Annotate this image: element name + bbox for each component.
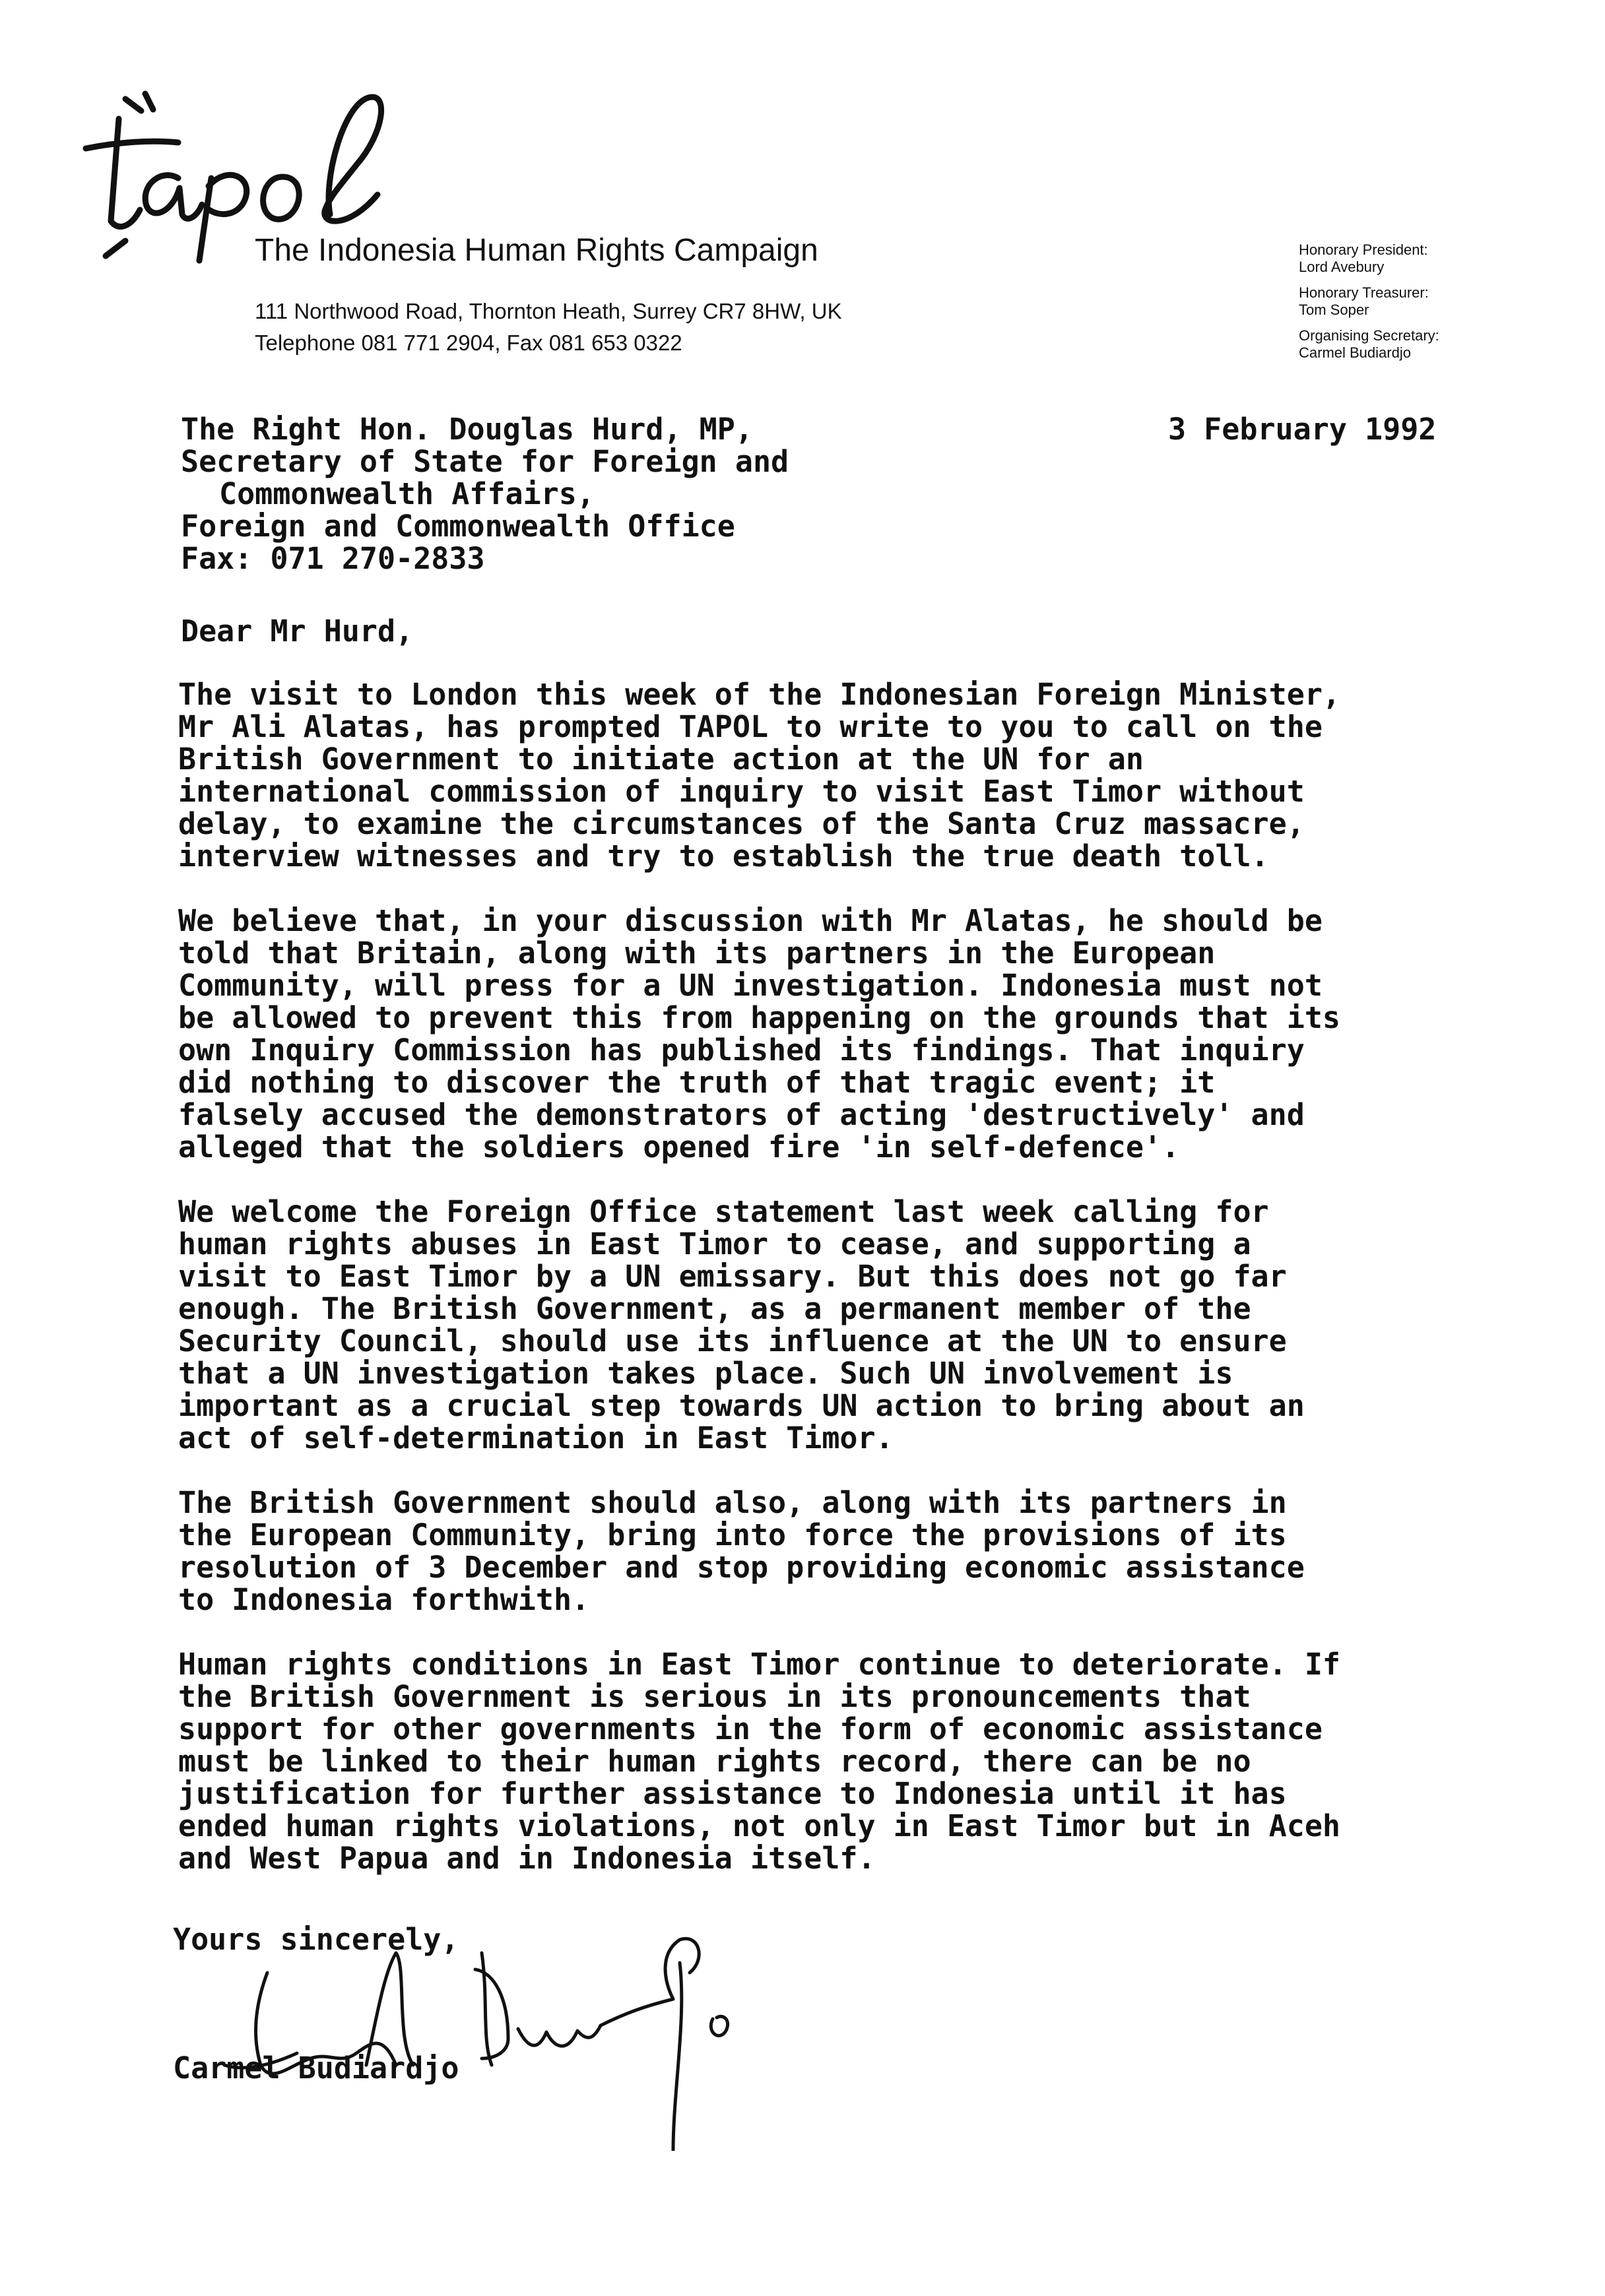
officer-president (1299, 241, 1439, 276)
body-line: Mr Ali Alatas, has prompted TAPOL to write to you to call on the (178, 709, 1323, 744)
recipient-line: Fax: 071 270-2833 (181, 541, 485, 576)
officer-title: Honorary Treasurer: (1299, 284, 1429, 301)
recipient-line: Foreign and Commonwealth Office (181, 509, 735, 544)
telephone-line: Telephone 081 771 2904, Fax 081 653 0322 (255, 331, 682, 355)
body-line: support for other governments in the form of economic assistance (178, 1711, 1323, 1746)
body-line: international commission of inquiry to visit East Timor without (178, 774, 1305, 809)
officer-name: Carmel Budiardjo (1299, 344, 1411, 361)
body-line: told that Britain, along with its partners in the European (178, 936, 1216, 971)
body-line: Human rights conditions in East Timor continue to deteriorate. If (178, 1647, 1340, 1682)
body-line: British Government to initiate action at the UN for an (178, 742, 1144, 777)
officers-list (1299, 241, 1439, 370)
body-line: to Indonesia forthwith. (178, 1582, 590, 1617)
signer-name: Carmel Budiardjo (173, 2051, 459, 2086)
recipient-line: Secretary of State for Foreign and (181, 444, 789, 479)
paragraph (178, 1486, 1577, 1616)
body-line: delay, to examine the circumstances of the Santa Cruz massacre, (178, 806, 1305, 841)
body-line: We believe that, in your discussion with Mr Alatas, he should be (178, 903, 1323, 938)
body-line: We welcome the Foreign Office statement last week calling for (178, 1194, 1269, 1229)
org-name: The Indonesia Human Rights Campaign (255, 233, 818, 268)
paragraph (178, 678, 1577, 872)
salutation: Dear Mr Hurd, (181, 614, 414, 649)
body-line: resolution of 3 December and stop providing economic assistance (178, 1550, 1305, 1585)
body-line: enough. The British Government, as a permanent member of the (178, 1291, 1251, 1326)
body-line: human rights abuses in East Timor to cease, and supporting a (178, 1227, 1251, 1261)
officer-treasurer (1299, 284, 1439, 319)
paragraph (178, 905, 1577, 1163)
body-line: important as a crucial step towards UN action to bring about an (178, 1388, 1305, 1423)
officer-title: Honorary President: (1299, 241, 1428, 258)
closing: Yours sincerely, (173, 1922, 459, 1957)
paragraph (178, 1648, 1577, 1874)
body-line: visit to East Timor by a UN emissary. But this does not go far (178, 1259, 1287, 1294)
body-line: that a UN investigation takes place. Such UN involvement is (178, 1356, 1233, 1391)
body-line: be allowed to prevent this from happening on the grounds that its (178, 1000, 1340, 1035)
officer-secretary (1299, 327, 1439, 362)
letter-date: 3 February 1992 (1168, 412, 1437, 447)
body-line: falsely accused the demonstrators of acting 'destructively' and (178, 1097, 1305, 1132)
letter-body (178, 678, 1577, 1907)
paragraph (178, 1196, 1577, 1454)
body-line: interview witnesses and try to establish the true death toll. (178, 839, 1269, 874)
recipient-address (181, 413, 789, 575)
recipient-line: The Right Hon. Douglas Hurd, MP, (181, 412, 753, 447)
body-line: Community, will press for a UN investigation. Indonesia must not (178, 968, 1323, 1003)
body-line: alleged that the soldiers opened fire 'in self-defence'. (178, 1130, 1180, 1164)
body-line: did nothing to discover the truth of that tragic event; it (178, 1065, 1216, 1100)
address-line: 111 Northwood Road, Thornton Heath, Surrey CR7 8HW, UK (255, 299, 842, 323)
body-line: must be linked to their human rights record, there can be no (178, 1744, 1251, 1779)
body-line: and West Papua and in Indonesia itself. (178, 1841, 876, 1876)
officer-title: Organising Secretary: (1299, 327, 1439, 344)
body-line: act of self-determination in East Timor. (178, 1420, 894, 1455)
recipient-line: Commonwealth Affairs, (219, 476, 595, 511)
body-line: The British Government should also, along with its partners in (178, 1485, 1287, 1520)
body-line: the British Government is serious in its pronouncements that (178, 1679, 1251, 1714)
body-line: justification for further assistance to Indonesia until it has (178, 1776, 1287, 1811)
handwritten-signature (198, 1867, 792, 2151)
body-line: own Inquiry Commission has published its findings. That inquiry (178, 1033, 1305, 1068)
body-line: ended human rights violations, not only in East Timor but in Aceh (178, 1808, 1340, 1843)
body-line: The visit to London this week of the Indonesian Foreign Minister, (178, 677, 1340, 712)
org-address (255, 296, 842, 359)
officer-name: Lord Avebury (1299, 259, 1385, 275)
body-line: Security Council, should use its influence at the UN to ensure (178, 1323, 1287, 1358)
officer-name: Tom Soper (1299, 302, 1369, 318)
body-line: the European Community, bring into force the provisions of its (178, 1517, 1287, 1552)
